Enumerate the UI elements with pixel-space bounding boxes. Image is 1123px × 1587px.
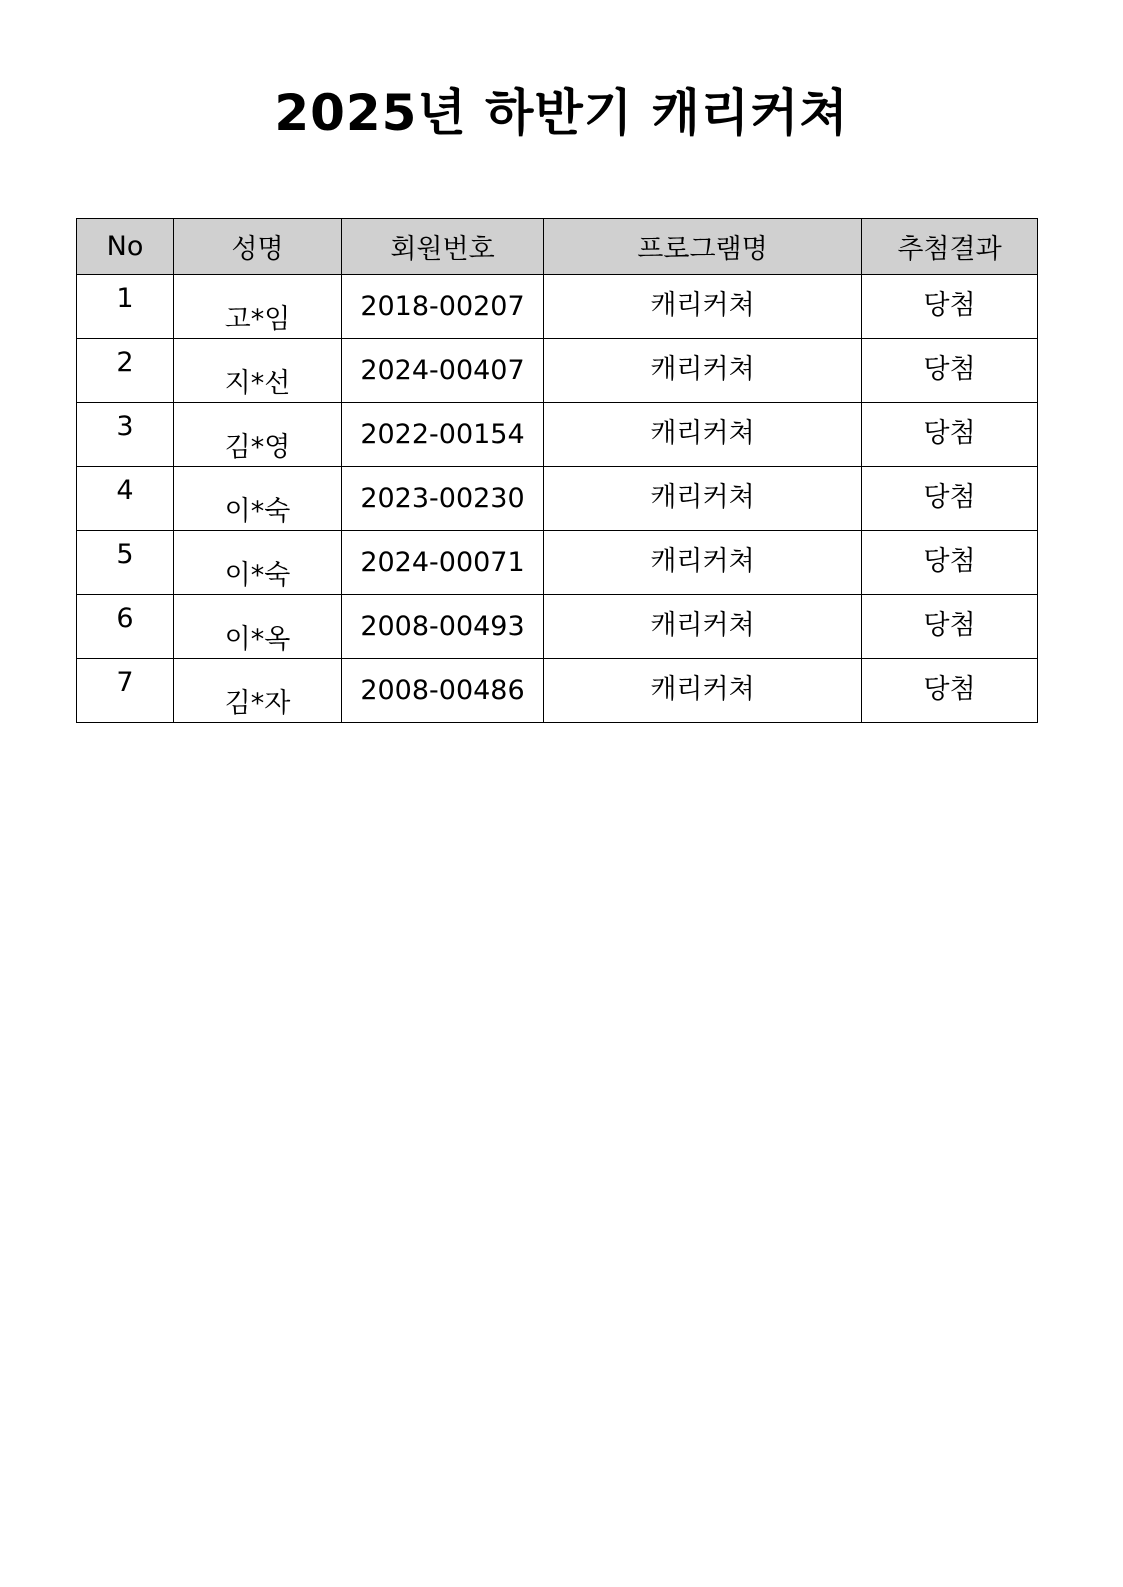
table-row xyxy=(77,531,1038,595)
results-table xyxy=(76,218,1038,723)
member-name: 이*숙 xyxy=(174,467,342,531)
draw-result: 당첨 xyxy=(862,339,1038,403)
row-number: 7 xyxy=(77,659,174,723)
draw-result: 당첨 xyxy=(862,403,1038,467)
program-name: 캐리커쳐 xyxy=(544,339,862,403)
table-row xyxy=(77,659,1038,723)
member-id: 2023-00230 xyxy=(342,467,544,531)
header-row xyxy=(77,219,1038,275)
draw-result: 당첨 xyxy=(862,531,1038,595)
row-number: 6 xyxy=(77,595,174,659)
program-name: 캐리커쳐 xyxy=(544,531,862,595)
column-header-program: 프로그램명 xyxy=(544,219,862,275)
table-row xyxy=(77,275,1038,339)
member-name: 지*선 xyxy=(174,339,342,403)
member-name: 김*영 xyxy=(174,403,342,467)
column-header-result: 추첨결과 xyxy=(862,219,1038,275)
draw-result: 당첨 xyxy=(862,659,1038,723)
program-name: 캐리커쳐 xyxy=(544,659,862,723)
member-id: 2022-00154 xyxy=(342,403,544,467)
member-name: 고*임 xyxy=(174,275,342,339)
member-name: 김*자 xyxy=(174,659,342,723)
member-id: 2018-00207 xyxy=(342,275,544,339)
draw-result: 당첨 xyxy=(862,595,1038,659)
page-title: 2025년 하반기 캐리커쳐 xyxy=(274,84,849,142)
member-name: 이*옥 xyxy=(174,595,342,659)
table-body xyxy=(77,275,1038,723)
member-id: 2008-00486 xyxy=(342,659,544,723)
member-id: 2008-00493 xyxy=(342,595,544,659)
table-row xyxy=(77,403,1038,467)
program-name: 캐리커쳐 xyxy=(544,275,862,339)
column-header-member-id: 회원번호 xyxy=(342,219,544,275)
table-row xyxy=(77,339,1038,403)
column-header-name: 성명 xyxy=(174,219,342,275)
table-row xyxy=(77,467,1038,531)
member-id: 2024-00407 xyxy=(342,339,544,403)
row-number: 4 xyxy=(77,467,174,531)
table-header xyxy=(77,219,1038,275)
table-row xyxy=(77,595,1038,659)
program-name: 캐리커쳐 xyxy=(544,467,862,531)
row-number: 2 xyxy=(77,339,174,403)
draw-result: 당첨 xyxy=(862,467,1038,531)
draw-result: 당첨 xyxy=(862,275,1038,339)
program-name: 캐리커쳐 xyxy=(544,403,862,467)
column-header-no: No xyxy=(77,219,174,275)
row-number: 1 xyxy=(77,275,174,339)
row-number: 5 xyxy=(77,531,174,595)
program-name: 캐리커쳐 xyxy=(544,595,862,659)
member-id: 2024-00071 xyxy=(342,531,544,595)
member-name: 이*숙 xyxy=(174,531,342,595)
row-number: 3 xyxy=(77,403,174,467)
